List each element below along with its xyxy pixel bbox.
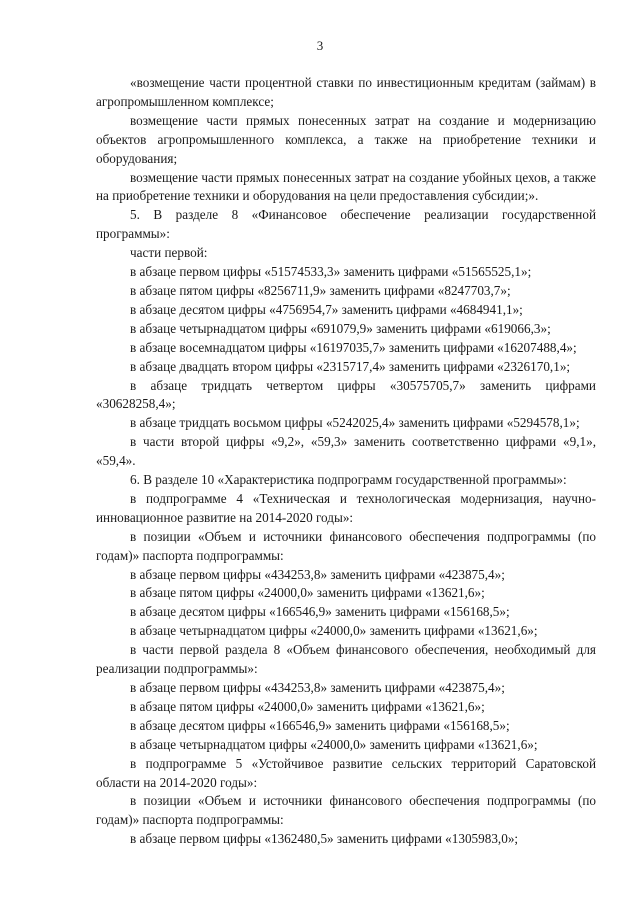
paragraph: в подпрограмме 5 «Устойчивое развитие сельских территорий Саратовской области на 2014-2020 годы»: [96,755,596,790]
paragraph: в абзаце четырнадцатом цифры «691079,9» заменить цифрами «619066,3»; [130,320,551,336]
paragraph: в абзаце десятом цифры «166546,9» заменить цифрами «156168,5»; [130,717,510,733]
paragraph: возмещение части прямых понесенных затрат на создание убойных цехов, а также на приобретение техники и оборудования на цели предоставления субсидии;». [96,169,596,204]
paragraph: в абзаце пятом цифры «8256711,9» заменить цифрами «8247703,7»; [130,282,511,298]
paragraph: в абзаце первом цифры «1362480,5» заменить цифрами «1305983,0»; [130,831,519,847]
paragraph: 5. В разделе 8 «Финансовое обеспечение реализации государственной программы»: [96,207,596,242]
page-number: 3 [316,38,324,53]
paragraph: возмещение части прямых понесенных затрат на создание и модернизацию объектов агропромышленного комплекса, а также на приобретение техники и оборудования; [96,112,596,166]
paragraph: в абзаце четырнадцатом цифры «24000,0» заменить цифрами «13621,6»; [130,736,538,752]
paragraph: 6. В разделе 10 «Характеристика подпрограмм государственной программы»: [130,472,567,488]
paragraph: в абзаце первом цифры «434253,8» заменить цифрами «423875,4»; [130,566,505,582]
paragraph: в абзаце восемнадцатом цифры «16197035,7» заменить цифрами «16207488,4»; [130,339,577,355]
paragraph: в абзаце тридцать четвертом цифры «30575705,7» заменить цифрами «30628258,4»; [96,377,596,412]
paragraph: части первой: [130,245,208,261]
paragraph: в абзаце четырнадцатом цифры «24000,0» заменить цифрами «13621,6»; [130,623,538,639]
paragraph: «возмещение части процентной ставки по инвестиционным кредитам (займам) в агропромышленном комплексе; [96,75,596,109]
paragraph: в абзаце десятом цифры «166546,9» заменить цифрами «156168,5»; [130,604,510,620]
paragraph: в части второй цифры «9,2», «59,3» заменить соответственно цифрами «9,1», «59,4». [96,434,596,469]
paragraph: в абзаце первом цифры «434253,8» заменить цифрами «423875,4»; [130,680,505,695]
paragraph: в абзаце тридцать восьмом цифры «5242025,4» заменить цифрами «5294578,1»; [130,415,580,431]
document-body [96,74,596,849]
paragraph: в абзаце десятом цифры «4756954,7» заменить цифрами «4684941,1»; [130,301,523,317]
paragraph: в подпрограмме 4 «Техническая и технологическая модернизация, научно-инновационное развитие на 2014-2020 годы»: [96,490,596,525]
paragraph: в абзаце двадцать втором цифры «2315717,4» заменить цифрами «2326170,1»; [130,358,571,374]
paragraph: в абзаце пятом цифры «24000,0» заменить цифрами «13621,6»; [130,698,485,714]
paragraph: в позиции «Объем и источники финансового обеспечения подпрограммы (по годам)» паспорта подпрограммы: [96,793,596,828]
paragraph: в позиции «Объем и источники финансового обеспечения подпрограммы (по годам)» паспорта подпрограммы: [96,528,596,563]
paragraph: в абзаце первом цифры «51574533,3» заменить цифрами «51565525,1»; [130,264,532,280]
paragraph: в части первой раздела 8 «Объем финансового обеспечения, необходимый для реализации подпрограммы»: [96,642,596,677]
paragraph: в абзаце пятом цифры «24000,0» заменить цифрами «13621,6»; [130,585,485,601]
